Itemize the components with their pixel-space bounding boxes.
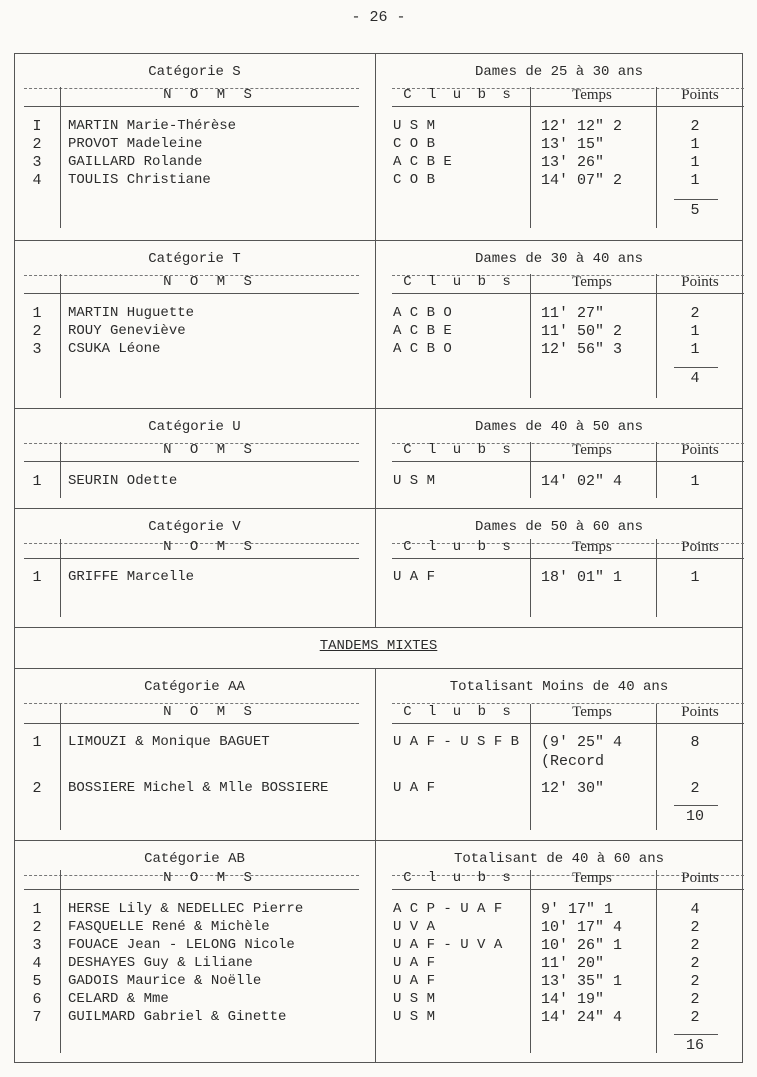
category-title: Catégorie AA bbox=[144, 679, 245, 695]
points-total: 5 bbox=[690, 202, 700, 219]
total-rule bbox=[674, 1034, 718, 1035]
club: A C B E bbox=[393, 323, 452, 339]
club: U S M bbox=[393, 1009, 436, 1025]
club: U V A bbox=[393, 919, 436, 935]
points: 4 bbox=[690, 901, 700, 918]
competitor-name: FASQUELLE René & Michèle bbox=[68, 919, 270, 935]
rank: 1 bbox=[32, 901, 42, 918]
header-rule-left bbox=[24, 723, 359, 724]
rank: 1 bbox=[32, 305, 42, 322]
points: 2 bbox=[690, 955, 700, 972]
points: 2 bbox=[690, 991, 700, 1008]
competitor-name: FOUACE Jean - LELONG Nicole bbox=[68, 937, 295, 953]
competitor-name: MARTIN Huguette bbox=[68, 305, 195, 321]
rank-column-line bbox=[60, 87, 61, 228]
points: 1 bbox=[690, 172, 700, 189]
tandems-bottom-rule bbox=[14, 668, 743, 669]
rank: 2 bbox=[32, 919, 42, 936]
club: U S M bbox=[393, 118, 436, 134]
points: 2 bbox=[690, 937, 700, 954]
points-column-line bbox=[656, 87, 657, 228]
header-rule-right bbox=[392, 889, 744, 890]
header-clubs: C l u b s bbox=[403, 87, 515, 103]
header-clubs: C l u b s bbox=[403, 704, 515, 720]
time: 12' 56" 3 bbox=[541, 341, 623, 358]
header-temps: Temps bbox=[572, 704, 612, 720]
club: U A F bbox=[393, 780, 436, 796]
header-clubs: C l u b s bbox=[403, 870, 515, 886]
rank: 5 bbox=[32, 973, 42, 990]
tandems-section-rule bbox=[14, 840, 743, 841]
rank: 7 bbox=[32, 1009, 42, 1026]
competitor-name: MARTIN Marie-Thérèse bbox=[68, 118, 237, 134]
points: 1 bbox=[690, 154, 700, 171]
club: U A F - U S F B bbox=[393, 734, 520, 750]
points-column-line bbox=[656, 539, 657, 617]
competitor-name: BOSSIERE Michel & Mlle BOSSIERE bbox=[68, 780, 329, 796]
points: 8 bbox=[690, 734, 700, 751]
points: 2 bbox=[690, 305, 700, 322]
total-rule bbox=[674, 199, 718, 200]
time: 11' 50" 2 bbox=[541, 323, 623, 340]
header-points: Points bbox=[681, 870, 719, 886]
points-column-line bbox=[656, 442, 657, 498]
competitor-name: CSUKA Léone bbox=[68, 341, 161, 357]
time-note: (Record bbox=[541, 753, 605, 770]
club: U A F - U V A bbox=[393, 937, 503, 953]
header-noms: N O M S bbox=[163, 442, 257, 458]
points: 2 bbox=[690, 919, 700, 936]
header-noms: N O M S bbox=[163, 539, 257, 555]
age-group-title: Dames de 30 à 40 ans bbox=[474, 251, 644, 267]
header-rule-left bbox=[24, 558, 359, 559]
competitor-name: DESHAYES Guy & Liliane bbox=[68, 955, 253, 971]
header-clubs: C l u b s bbox=[403, 274, 515, 290]
points: 2 bbox=[690, 1009, 700, 1026]
header-clubs: C l u b s bbox=[403, 539, 515, 555]
club: C O B bbox=[393, 136, 436, 152]
header-noms: N O M S bbox=[163, 274, 257, 290]
header-rule-right bbox=[392, 558, 744, 559]
header-noms: N O M S bbox=[163, 870, 257, 886]
rank: 2 bbox=[32, 323, 42, 340]
time: 11' 20" bbox=[541, 955, 605, 972]
header-rule-right bbox=[392, 106, 744, 107]
time: 13' 15" bbox=[541, 136, 605, 153]
points-column-line bbox=[656, 704, 657, 830]
time: 13' 35" 1 bbox=[541, 973, 623, 990]
rank: 4 bbox=[32, 955, 42, 972]
points-total: 4 bbox=[690, 370, 700, 387]
header-rule-right bbox=[392, 461, 744, 462]
points: 2 bbox=[690, 118, 700, 135]
club: A C B O bbox=[393, 305, 452, 321]
rank-column-line bbox=[60, 870, 61, 1053]
club: U S M bbox=[393, 473, 436, 489]
header-rule-right bbox=[392, 723, 744, 724]
time: (9' 25" 4 bbox=[541, 734, 623, 751]
club: A C P - U A F bbox=[393, 901, 503, 917]
category-title: Catégorie V bbox=[148, 519, 241, 535]
header-rule-left bbox=[24, 106, 359, 107]
club: U A F bbox=[393, 955, 436, 971]
section-divider bbox=[14, 408, 743, 409]
points-column-line bbox=[656, 870, 657, 1053]
rank-column-line bbox=[60, 539, 61, 617]
points: 1 bbox=[690, 341, 700, 358]
time: 13' 26" bbox=[541, 154, 605, 171]
rank: I bbox=[32, 118, 42, 135]
competitor-name: SEURIN Odette bbox=[68, 473, 178, 489]
rank: 2 bbox=[32, 136, 42, 153]
header-points: Points bbox=[681, 87, 719, 103]
total-rule bbox=[674, 367, 718, 368]
header-rule-left bbox=[24, 461, 359, 462]
temps-column-line bbox=[530, 442, 531, 498]
time: 12' 12" 2 bbox=[541, 118, 623, 135]
points: 1 bbox=[690, 473, 700, 490]
points: 2 bbox=[690, 780, 700, 797]
age-group-title: Dames de 25 à 30 ans bbox=[474, 64, 644, 80]
section-divider bbox=[14, 508, 743, 509]
points-column-line bbox=[656, 274, 657, 398]
header-temps: Temps bbox=[572, 442, 612, 458]
time: 14' 07" 2 bbox=[541, 172, 623, 189]
club: U S M bbox=[393, 991, 436, 1007]
time: 14' 24" 4 bbox=[541, 1009, 623, 1026]
header-noms: N O M S bbox=[163, 87, 257, 103]
club: A C B O bbox=[393, 341, 452, 357]
temps-column-line bbox=[530, 704, 531, 830]
competitor-name: PROVOT Madeleine bbox=[68, 136, 203, 152]
category-title: Catégorie AB bbox=[144, 851, 245, 867]
rank-column-line bbox=[60, 704, 61, 830]
points-total: 10 bbox=[685, 808, 704, 825]
rank: 1 bbox=[32, 473, 42, 490]
column-divider-main bbox=[375, 53, 376, 627]
points-total: 16 bbox=[685, 1037, 704, 1054]
time: 10' 17" 4 bbox=[541, 919, 623, 936]
header-rule-left bbox=[24, 889, 359, 890]
time: 9' 17" 1 bbox=[541, 901, 614, 918]
age-group-title: Dames de 50 à 60 ans bbox=[474, 519, 644, 535]
header-temps: Temps bbox=[572, 870, 612, 886]
tandems-top-rule bbox=[14, 627, 743, 628]
time: 10' 26" 1 bbox=[541, 937, 623, 954]
header-clubs: C l u b s bbox=[403, 442, 515, 458]
competitor-name: HERSE Lily & NEDELLEC Pierre bbox=[68, 901, 304, 917]
age-group-title: Totalisant de 40 à 60 ans bbox=[453, 851, 665, 867]
tandems-title: TANDEMS MIXTES bbox=[319, 638, 438, 654]
time: 14' 19" bbox=[541, 991, 605, 1008]
header-temps: Temps bbox=[572, 539, 612, 555]
header-rule-left bbox=[24, 293, 359, 294]
category-title: Catégorie U bbox=[148, 419, 241, 435]
rank: 4 bbox=[32, 172, 42, 189]
points: 1 bbox=[690, 569, 700, 586]
competitor-name: CELARD & Mme bbox=[68, 991, 169, 1007]
points: 2 bbox=[690, 973, 700, 990]
rank-column-line bbox=[60, 274, 61, 398]
header-temps: Temps bbox=[572, 87, 612, 103]
header-temps: Temps bbox=[572, 274, 612, 290]
page-number: - 26 - bbox=[351, 9, 406, 26]
age-group-title: Dames de 40 à 50 ans bbox=[474, 419, 644, 435]
points: 1 bbox=[690, 136, 700, 153]
competitor-name: TOULIS Christiane bbox=[68, 172, 211, 188]
section-divider bbox=[14, 240, 743, 241]
header-points: Points bbox=[681, 442, 719, 458]
rank-column-line bbox=[60, 442, 61, 498]
rank: 1 bbox=[32, 569, 42, 586]
competitor-name: GAILLARD Rolande bbox=[68, 154, 203, 170]
competitor-name: ROUY Geneviève bbox=[68, 323, 186, 339]
time: 11' 27" bbox=[541, 305, 605, 322]
time: 18' 01" 1 bbox=[541, 569, 623, 586]
club: C O B bbox=[393, 172, 436, 188]
header-noms: N O M S bbox=[163, 704, 257, 720]
rank: 3 bbox=[32, 937, 42, 954]
rank: 2 bbox=[32, 780, 42, 797]
time: 14' 02" 4 bbox=[541, 473, 623, 490]
competitor-name: GUILMARD Gabriel & Ginette bbox=[68, 1009, 287, 1025]
club: U A F bbox=[393, 973, 436, 989]
club: A C B E bbox=[393, 154, 452, 170]
rank: 6 bbox=[32, 991, 42, 1008]
rank: 1 bbox=[32, 734, 42, 751]
header-points: Points bbox=[681, 704, 719, 720]
category-title: Catégorie T bbox=[148, 251, 241, 267]
header-points: Points bbox=[681, 539, 719, 555]
temps-column-line bbox=[530, 870, 531, 1053]
header-rule-right bbox=[392, 293, 744, 294]
points: 1 bbox=[690, 323, 700, 340]
competitor-name: GRIFFE Marcelle bbox=[68, 569, 195, 585]
age-group-title: Totalisant Moins de 40 ans bbox=[449, 679, 669, 695]
time: 12' 30" bbox=[541, 780, 605, 797]
club: U A F bbox=[393, 569, 436, 585]
header-points: Points bbox=[681, 274, 719, 290]
temps-column-line bbox=[530, 539, 531, 617]
rank: 3 bbox=[32, 154, 42, 171]
competitor-name: LIMOUZI & Monique BAGUET bbox=[68, 734, 270, 750]
temps-column-line bbox=[530, 87, 531, 228]
total-rule bbox=[674, 805, 718, 806]
competitor-name: GADOIS Maurice & Noëlle bbox=[68, 973, 262, 989]
rank: 3 bbox=[32, 341, 42, 358]
category-title: Catégorie S bbox=[148, 64, 241, 80]
temps-column-line bbox=[530, 274, 531, 398]
